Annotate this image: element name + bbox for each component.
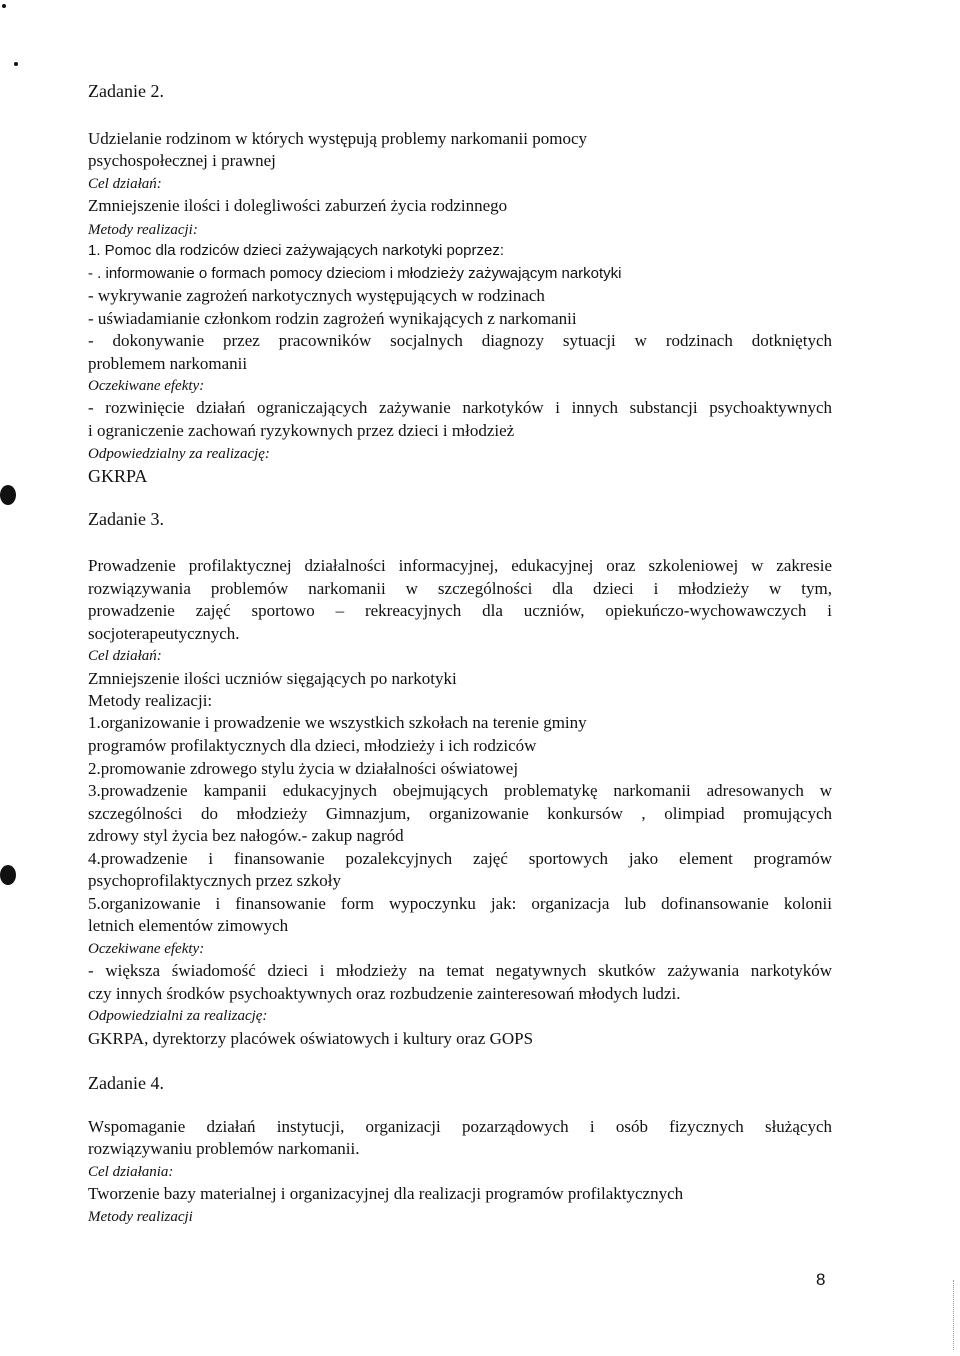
zadanie2-efekty-text: - rozwinięcie działań ograniczających zażywanie narkotyków i innych substancji psychoaktywnych xyxy=(88,398,832,417)
zadanie3-method: zdrowy styl życia bez nałogów.- zakup nagród xyxy=(88,826,404,845)
zadanie3-title: Prowadzenie profilaktycznej działalności informacyjnej, edukacyjnej oraz szkoleniowej w zakresie xyxy=(88,556,832,575)
zadanie3-title: prowadzenie zajęć sportowo – rekreacyjnych dla uczniów, opiekuńczo-wychowawczych i xyxy=(88,601,832,620)
zadanie4-heading: Zadanie 4. xyxy=(88,1073,164,1093)
zadanie3-method: psychoprofilaktycznych przez szkoły xyxy=(88,871,342,890)
punch-hole xyxy=(0,485,16,505)
zadanie3-title: socjoterapeutycznych. xyxy=(88,624,240,643)
zadanie3-metody-label: Metody realizacji: xyxy=(88,691,213,710)
zadanie2-title: Udzielanie rodzinom w których występują problemy narkomanii pomocy xyxy=(88,129,588,148)
zadanie3-odp-label: Odpowiedzialni za realizację: xyxy=(88,1008,268,1024)
zadanie4-metody-label: Metody realizacji xyxy=(88,1209,193,1225)
zadanie3-odp-text: GKRPA, dyrektorzy placówek oświatowych i kultury oraz GOPS xyxy=(88,1029,534,1048)
zadanie2-odp-label: Odpowiedzialny za realizację: xyxy=(88,446,270,462)
zadanie2-cel-label: Cel działań: xyxy=(88,176,162,192)
zadanie2-cel-text: Zmniejszenie ilości i dolegliwości zaburzeń życia rodzinnego xyxy=(88,196,508,215)
zadanie2-subitem: - . informowanie o formach pomocy dzieciom i młodzieży zażywającym narkotyki xyxy=(88,265,622,282)
zadanie3-method: 2.promowanie zdrowego stylu życia w działalności oświatowej xyxy=(88,759,519,778)
zadanie2-heading: Zadanie 2. xyxy=(88,81,164,101)
zadanie3-title: rozwiązywania problemów narkomanii w szczególności dla dzieci i młodzieży w tym, xyxy=(88,579,832,598)
zadanie2-subitem: - uświadamianie członkom rodzin zagrożeń wynikających z narkomanii xyxy=(88,309,577,328)
zadanie3-method: 4.prowadzenie i finansowanie pozalekcyjnych zajęć sportowych jako element programów xyxy=(88,849,832,868)
zadanie4-title: Wspomaganie działań instytucji, organizacji pozarządowych i osób fizycznych służących xyxy=(88,1117,832,1136)
zadanie3-cel-text: Zmniejszenie ilości uczniów sięgających po narkotyki xyxy=(88,669,457,688)
zadanie3-method: letnich elementów zimowych xyxy=(88,916,289,935)
zadanie4-title: rozwiązywaniu problemów narkomanii. xyxy=(88,1139,360,1158)
page-number: 8 xyxy=(816,1270,826,1289)
zadanie3-method: 5.organizowanie i finansowanie form wypoczynku jak: organizacja lub dofinansowanie kolonii xyxy=(88,894,832,913)
zadanie3-efekty-label: Oczekiwane efekty: xyxy=(88,941,205,957)
zadanie3-heading: Zadanie 3. xyxy=(88,509,164,529)
zadanie3-efekty-text: - większa świadomość dzieci i młodzieży na temat negatywnych skutków zażywania narkotyków xyxy=(88,961,832,980)
zadanie4-cel-text: Tworzenie bazy materialnej i organizacyjnej dla realizacji programów profilaktycznych xyxy=(88,1184,684,1203)
zadanie4-cel-label: Cel działania: xyxy=(88,1164,174,1180)
zadanie3-cel-label: Cel działań: xyxy=(88,648,162,664)
zadanie3-method: 1.organizowanie i prowadzenie we wszystkich szkołach na terenie gminy xyxy=(88,713,587,732)
zadanie3-method: 3.prowadzenie kampanii edukacyjnych obejmujących problematykę narkomanii adresowanych w xyxy=(88,781,832,800)
zadanie2-metody-label: Metody realizacji: xyxy=(88,222,198,238)
zadanie2-subitem: - wykrywanie zagrożeń narkotycznych występujących w rodzinach xyxy=(88,286,545,305)
zadanie2-title: psychospołecznej i prawnej xyxy=(88,151,276,170)
zadanie2-item: 1. Pomoc dla rodziców dzieci zażywających narkotyki poprzez: xyxy=(88,242,505,259)
zadanie3-efekty-text: czy innych środków psychoaktywnych oraz rozbudzenie zainteresowań młodych ludzi. xyxy=(88,984,681,1003)
zadanie2-efekty-label: Oczekiwane efekty: xyxy=(88,378,205,394)
scan-speck xyxy=(2,4,6,8)
scan-edge xyxy=(952,1280,954,1350)
zadanie2-odp-text: GKRPA xyxy=(88,466,148,486)
zadanie2-efekty-text: i ograniczenie zachowań ryzykownych przez dzieci i młodzież xyxy=(88,421,515,440)
zadanie3-method: programów profilaktycznych dla dzieci, młodzieży i ich rodziców xyxy=(88,736,537,755)
punch-hole xyxy=(0,865,16,885)
scan-speck xyxy=(14,62,18,66)
zadanie3-method: szczególności do młodzieży Gimnazjum, organizowanie konkursów , olimpiad promujących xyxy=(88,804,832,823)
zadanie2-subitem: problemem narkomanii xyxy=(88,354,248,373)
zadanie2-subitem: - dokonywanie przez pracowników socjalnych diagnozy sytuacji w rodzinach dotkniętych xyxy=(88,331,832,350)
